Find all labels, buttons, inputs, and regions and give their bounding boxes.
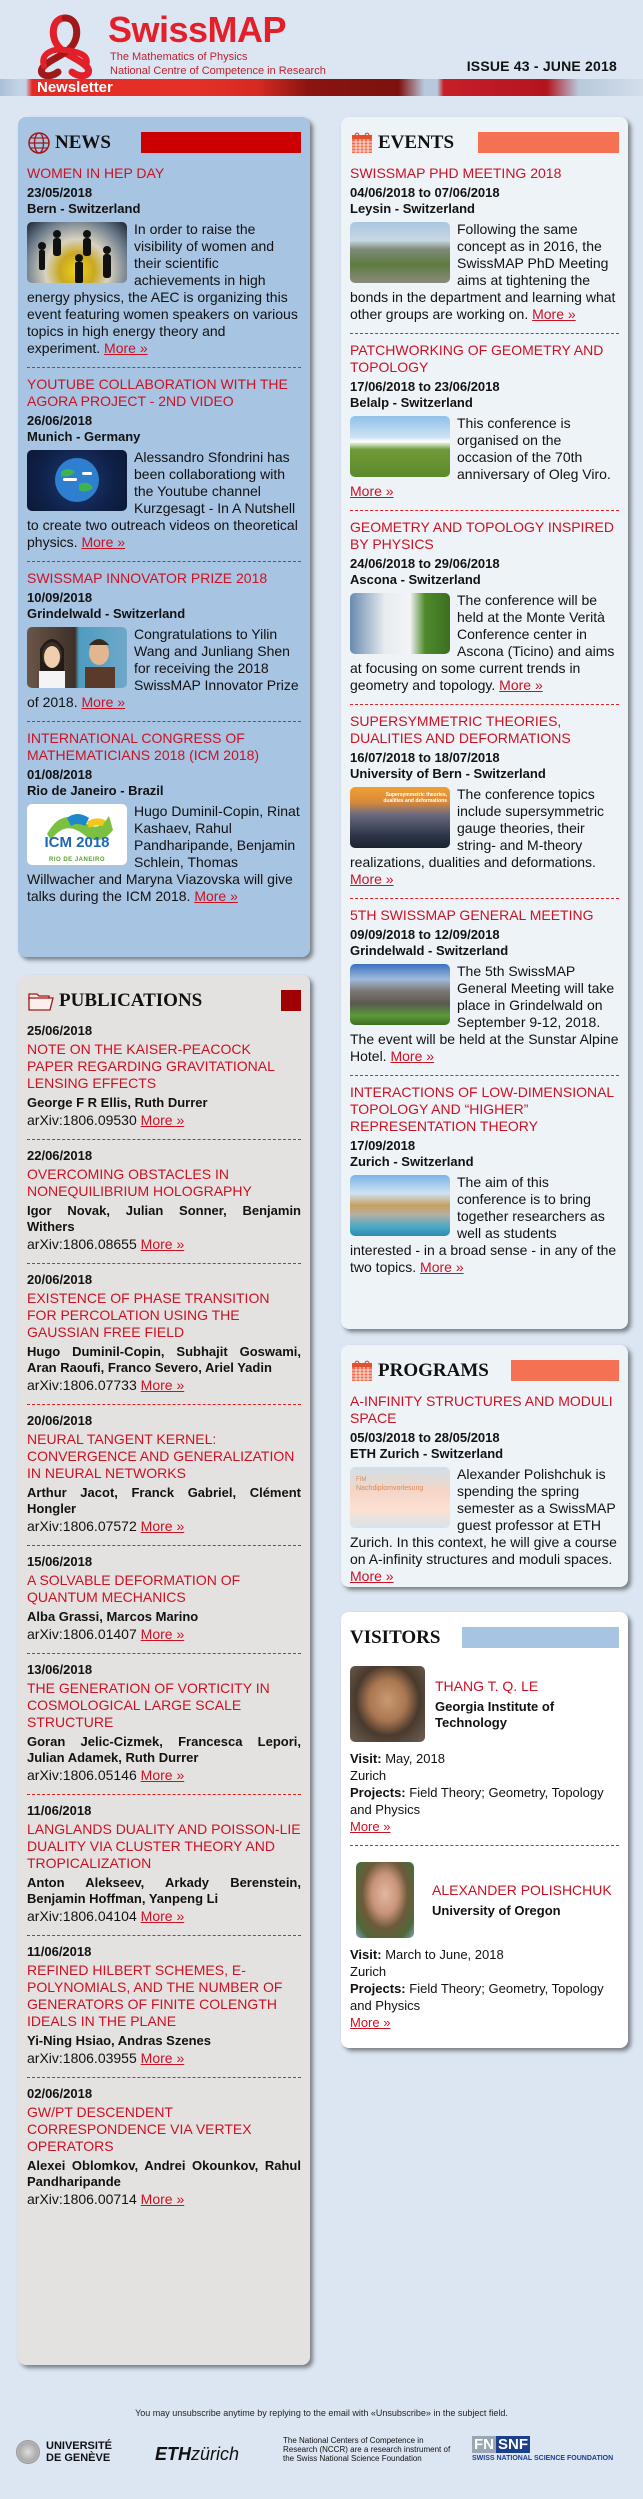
mountain-hut-image xyxy=(350,222,450,283)
header xyxy=(0,0,643,96)
more-link[interactable]: More » xyxy=(194,888,238,904)
event-date: 09/09/2018 to 12/09/2018 xyxy=(350,927,500,942)
publication-date: 25/06/2018 xyxy=(27,1023,93,1038)
event-location: Zurich - Switzerland xyxy=(350,1154,474,1169)
publication-item xyxy=(27,1662,301,1795)
visitor-projects: Field Theory; Geometry, Topology and Physics xyxy=(350,1981,604,2013)
publication-authors: Alexei Oblomkov, Andrei Okounkov, Rahul Pandharipande xyxy=(27,2158,301,2189)
visitor-name[interactable]: ALEXANDER POLISHCHUK xyxy=(432,1882,612,1898)
eth-logo-bold: ETH xyxy=(155,2444,191,2464)
unige-line-1: UNIVERSITÉ xyxy=(46,2440,113,2452)
publication-title[interactable]: OVERCOMING OBSTACLES IN NONEQUILIBRIUM HOLOGRAPHY xyxy=(27,1166,252,1199)
swissmap-logo-icon xyxy=(32,14,98,80)
thumb-caption: Supersymmetric theories, dualities and deformations xyxy=(383,792,447,804)
winners-photo-image xyxy=(27,627,127,688)
publication-authors: Goran Jelic-Cizmek, Francesca Lepori, Julian Adamek, Ruth Durrer xyxy=(27,1734,301,1765)
zurich-river-image xyxy=(350,1175,450,1236)
conference-center-image xyxy=(350,593,450,654)
bern-skyline-image xyxy=(350,787,450,848)
events-header xyxy=(350,129,619,157)
program-item xyxy=(350,1393,619,1595)
arxiv-id: arXiv:1806.07733 xyxy=(27,1377,137,1393)
event-title[interactable]: SWISSMAP PHD MEETING 2018 xyxy=(350,165,562,181)
arxiv-id: arXiv:1806.01407 xyxy=(27,1626,137,1642)
publication-date: 02/06/2018 xyxy=(27,2086,93,2101)
newsletter-label: Newsletter xyxy=(37,79,113,96)
unige-logo[interactable] xyxy=(16,2440,112,2464)
visitors-accent-bar xyxy=(462,1627,619,1648)
news-item xyxy=(27,570,301,722)
publication-authors: George F R Ellis, Ruth Durrer xyxy=(27,1095,208,1110)
more-link[interactable]: More » xyxy=(140,2191,185,2207)
portrait-le-image xyxy=(350,1666,425,1742)
icm-logo-text: ICM 2018 xyxy=(44,834,110,851)
program-item-date: 05/03/2018 to 28/05/2018 xyxy=(350,1430,500,1445)
news-item-location: Grindelwald - Switzerland xyxy=(27,606,186,621)
publication-title[interactable]: NOTE ON THE KAISER-PEACOCK PAPER REGARDING GRAVITATIONAL LENSING EFFECTS xyxy=(27,1041,275,1091)
news-item-title[interactable]: INTERNATIONAL CONGRESS OF MATHEMATICIANS 2018 (ICM 2018) xyxy=(27,730,260,763)
news-item-date: 10/09/2018 xyxy=(27,590,93,605)
calendar-icon xyxy=(350,1359,374,1383)
event-date: 16/07/2018 to 18/07/2018 xyxy=(350,750,500,765)
more-link[interactable]: More » xyxy=(390,1048,435,1064)
publications-title: PUBLICATIONS xyxy=(59,990,203,1011)
eth-logo-italic: zürich xyxy=(191,2444,240,2464)
program-item-location: ETH Zurich - Switzerland xyxy=(350,1446,504,1461)
news-item-date: 23/05/2018 xyxy=(27,185,93,200)
visitor-name[interactable]: THANG T. Q. LE xyxy=(435,1678,539,1694)
event-location: University of Bern - Switzerland xyxy=(350,766,546,781)
publication-title[interactable]: LANGLANDS DUALITY AND POISSON-LIE DUALITY VIA CLUSTER THEORY AND TROPICALIZATION xyxy=(27,1821,301,1871)
publication-authors: Hugo Duminil-Copin, Subhajit Goswami, Aran Raoufi, Franco Severo, Ariel Yadin xyxy=(27,1344,301,1375)
brand-name: SwissMAP xyxy=(108,9,287,50)
event-title[interactable]: SUPERSYMMETRIC THEORIES, DUALITIES AND DEFORMATIONS xyxy=(350,713,571,746)
event-text: Following the same concept as in 2016, the SwissMAP PhD Meeting aims at tightening the bonds in the department and learning what other groups are working on. xyxy=(350,221,616,322)
tagline xyxy=(110,50,326,78)
alpine-meadow-image xyxy=(350,416,450,477)
publication-item xyxy=(27,2086,301,2218)
issue-label: ISSUE 43 - JUNE 2018 xyxy=(466,58,617,74)
more-link[interactable]: More » xyxy=(140,1518,185,1534)
visit-city: Zurich xyxy=(350,1964,387,1979)
icm-logo-subtext: RIO DE JANEIRO xyxy=(48,857,105,863)
more-link[interactable]: More » xyxy=(140,1377,185,1393)
event-text: The aim of this conference is to bring together researchers as well as students interested - in a broad sense - in any of the two topics. xyxy=(350,1174,617,1275)
event-item xyxy=(350,907,619,1076)
publication-item xyxy=(27,1272,301,1405)
more-link[interactable]: More » xyxy=(81,694,126,710)
event-date: 24/06/2018 to 29/06/2018 xyxy=(350,556,500,571)
publication-date: 20/06/2018 xyxy=(27,1413,93,1428)
visitor-projects: Field Theory; Geometry, Topology and Physics xyxy=(350,1785,604,1817)
news-item-location: Munich - Germany xyxy=(27,429,141,444)
more-link[interactable]: More » xyxy=(140,1236,185,1252)
tagline-line-1: The Mathematics of Physics xyxy=(110,51,248,63)
event-text: The 5th SwissMAP General Meeting will take place in Grindelwald on September 9-12, 2018. The event will be held at the Sunstar Alpine Hotel. xyxy=(350,963,619,1064)
program-item-title[interactable]: A-INFINITY STRUCTURES AND MODULI SPACE xyxy=(350,1393,613,1426)
event-item xyxy=(350,1084,619,1286)
event-text: The conference topics include supersymmetric gauge theories, their string- and M-theory realizations, dualities and deformations. xyxy=(350,786,605,870)
visit-label: Visit: xyxy=(350,1947,382,1962)
visit-dates: May, 2018 xyxy=(385,1751,445,1766)
arxiv-id: arXiv:1806.08655 xyxy=(27,1236,137,1252)
visitor-item xyxy=(350,1660,619,1846)
more-link[interactable]: More » xyxy=(350,1568,394,1584)
snf-logo[interactable] xyxy=(472,2436,613,2462)
publication-item xyxy=(27,1148,301,1264)
event-item xyxy=(350,519,619,705)
event-text: This conference is organised on the occasion of the 70th anniversary of Oleg Viro. xyxy=(457,415,611,482)
news-item-text: Congratulations to Yilin Wang and Junliang Shen for receiving the 2018 SwissMAP Innovator Prize of 2018. xyxy=(27,626,299,710)
event-date: 17/06/2018 to 23/06/2018 xyxy=(350,379,500,394)
eth-logo[interactable] xyxy=(155,2444,239,2465)
publication-date: 11/06/2018 xyxy=(27,1944,92,1959)
news-title: NEWS xyxy=(55,132,111,153)
more-link[interactable]: More » xyxy=(140,1112,185,1128)
publication-authors: Yi-Ning Hsiao, Andras Szenes xyxy=(27,2033,211,2048)
publication-item xyxy=(27,1413,301,1546)
visitor-item xyxy=(350,1856,619,2041)
news-panel xyxy=(18,117,310,957)
publication-item xyxy=(27,1554,301,1654)
visitor-institution: Georgia Institute of Technology xyxy=(435,1699,555,1730)
visitors-title: VISITORS xyxy=(350,1627,441,1648)
arxiv-id: arXiv:1806.04104 xyxy=(27,1908,137,1924)
more-link[interactable]: More » xyxy=(499,677,543,693)
visitors-header xyxy=(350,1624,619,1652)
unsubscribe-note: You may unsubscribe anytime by replying to the email with «Unsubscribe» in the subject field. xyxy=(135,2408,508,2418)
more-link[interactable]: More » xyxy=(350,871,394,887)
publication-date: 22/06/2018 xyxy=(27,1148,93,1163)
more-link[interactable]: More » xyxy=(350,483,394,499)
arxiv-id: arXiv:1806.03955 xyxy=(27,2050,137,2066)
more-link[interactable]: More » xyxy=(140,1767,185,1783)
arxiv-id: arXiv:1806.07572 xyxy=(27,1518,137,1534)
news-item-date: 26/06/2018 xyxy=(27,413,93,428)
news-item xyxy=(27,376,301,562)
event-item xyxy=(350,713,619,899)
publication-date: 20/06/2018 xyxy=(27,1272,93,1287)
more-link[interactable]: More » xyxy=(140,1626,185,1642)
publications-accent-bar xyxy=(281,990,301,1011)
icm-logo-image xyxy=(27,804,127,865)
publications-header xyxy=(27,987,301,1015)
course-poster-image xyxy=(350,1467,450,1528)
nccr-note: The National Centers of Competence in Research (NCCR) are a research instrument of the Swiss National Science Foundation xyxy=(283,2436,451,2463)
more-link[interactable]: More » xyxy=(420,1259,464,1275)
programs-header xyxy=(350,1357,619,1385)
event-item xyxy=(350,342,619,511)
publication-authors: Alba Grassi, Marcos Marino xyxy=(27,1609,199,1624)
globe-icon xyxy=(27,131,51,155)
publication-title[interactable]: A SOLVABLE DEFORMATION OF QUANTUM MECHANICS xyxy=(27,1572,241,1605)
event-item xyxy=(350,165,619,334)
projects-label: Projects: xyxy=(350,1981,406,1996)
publication-title[interactable]: REFINED HILBERT SCHEMES, E-POLYNOMIALS, AND THE NUMBER OF GENERATORS OF FINITE COLENGTH IDEALS IN THE PLANE xyxy=(27,1962,283,2029)
grindelwald-image xyxy=(350,964,450,1025)
event-title[interactable]: PATCHWORKING OF GEOMETRY AND TOPOLOGY xyxy=(350,342,604,375)
event-list xyxy=(350,165,619,1286)
event-location: Belalp - Switzerland xyxy=(350,395,473,410)
publication-title[interactable]: GW/PT DESCENDENT CORRESPONDENCE VIA VERTEX OPERATORS xyxy=(27,2104,252,2154)
unige-line-2: DE GENÈVE xyxy=(46,2452,111,2464)
publications-panel xyxy=(18,975,310,2365)
more-link[interactable]: More » xyxy=(532,306,576,322)
news-header xyxy=(27,129,301,157)
news-item-text: Hugo Duminil-Copin, Rinat Kashaev, Rahul Pandharipande, Benjamin Schlein, Thomas Willwacher and Maryna Viazovska will give talks during the ICM 2018. xyxy=(27,803,300,904)
event-location: Grindelwald - Switzerland xyxy=(350,943,509,958)
events-panel xyxy=(341,117,628,1329)
arxiv-id: arXiv:1806.00714 xyxy=(27,2191,137,2207)
publication-date: 13/06/2018 xyxy=(27,1662,93,1677)
events-accent-bar xyxy=(478,132,619,153)
earth-illustration-image xyxy=(27,450,127,511)
more-link[interactable]: More » xyxy=(350,1819,391,1834)
publication-item xyxy=(27,1944,301,2078)
news-item-location: Bern - Switzerland xyxy=(27,201,141,216)
arxiv-id: arXiv:1806.09530 xyxy=(27,1112,137,1128)
publication-date: 11/06/2018 xyxy=(27,1803,92,1818)
programs-accent-bar xyxy=(511,1360,619,1381)
more-link[interactable]: More » xyxy=(140,2050,185,2066)
more-link[interactable]: More » xyxy=(81,534,126,550)
snf-mark-fn: FN xyxy=(474,2436,494,2453)
projects-label: Projects: xyxy=(350,1785,406,1800)
more-link[interactable]: More » xyxy=(140,1908,185,1924)
news-item-text: Alessandro Sfondrini has been collaborationg with the Youtube channel Kurzgesagt - In A Nutshell to create two outreach videos on theoretical physics. xyxy=(27,449,298,550)
programs-panel xyxy=(341,1345,628,1587)
event-date: 17/09/2018 xyxy=(350,1138,416,1153)
event-title[interactable]: 5TH SWISSMAP GENERAL MEETING xyxy=(350,907,594,923)
visit-dates: March to June, 2018 xyxy=(385,1947,504,1962)
event-location: Leysin - Switzerland xyxy=(350,201,475,216)
visitor-institution: University of Oregon xyxy=(432,1903,561,1918)
visit-city: Zurich xyxy=(350,1768,387,1783)
event-title[interactable]: INTERACTIONS OF LOW-DIMENSIONAL TOPOLOGY AND “HIGHER” REPRESENTATION THEORY xyxy=(350,1084,614,1134)
publication-item xyxy=(27,1803,301,1936)
publication-title[interactable]: EXISTENCE OF PHASE TRANSITION FOR PERCOLATION USING THE GAUSSIAN FREE FIELD xyxy=(27,1290,270,1340)
women-silhouettes-image xyxy=(27,222,127,283)
news-item-date: 01/08/2018 xyxy=(27,767,93,782)
more-link[interactable]: More » xyxy=(104,340,148,356)
partner-logos xyxy=(0,2436,643,2480)
publication-authors: Arthur Jacot, Franck Gabriel, Clément Hongler xyxy=(27,1485,301,1516)
news-item-title[interactable]: WOMEN IN HEP DAY xyxy=(27,165,165,181)
event-text: The conference will be held at the Monte Verità Conference center in Ascona (Ticino) and aims at focusing on some current trends in geometry and topology. xyxy=(350,592,615,693)
visitors-panel xyxy=(341,1612,628,2048)
publication-title[interactable]: NEURAL TANGENT KERNEL: CONVERGENCE AND GENERALIZATION IN NEURAL NETWORKS xyxy=(27,1431,295,1481)
arxiv-id: arXiv:1806.05146 xyxy=(27,1767,137,1783)
visit-label: Visit: xyxy=(350,1751,382,1766)
poster-text-1: FIM xyxy=(356,1477,367,1483)
news-accent-bar xyxy=(141,132,301,153)
snf-mark-snf: SNF xyxy=(498,2436,528,2453)
publication-authors: Igor Novak, Julian Sonner, Benjamin Withers xyxy=(27,1203,301,1234)
publication-list xyxy=(27,1023,301,2218)
event-location: Ascona - Switzerland xyxy=(350,572,481,587)
event-date: 04/06/2018 to 07/06/2018 xyxy=(350,185,500,200)
events-title: EVENTS xyxy=(378,132,455,153)
more-link[interactable]: More » xyxy=(350,2015,391,2030)
news-item-text: In order to raise the visibility of women and their scientific achievements in high energy physics, the AEC is organizing this event featuring women speakers on various topics in high energy theory and experiment. xyxy=(27,221,298,356)
poster-text-2: Nachdiplomvorlesung xyxy=(356,1485,424,1492)
program-item-text: Alexander Polishchuk is spending the spring semester as a SwissMAP guest professor at ETH Zurich. In this context, he will give a course on A-infinity structures and moduli spaces. xyxy=(350,1466,617,1567)
publication-date: 15/06/2018 xyxy=(27,1554,93,1569)
portrait-polishchuk-image xyxy=(356,1862,414,1938)
event-title[interactable]: GEOMETRY AND TOPOLOGY INSPIRED BY PHYSICS xyxy=(350,519,615,552)
publication-authors: Anton Alekseev, Arkady Berenstein, Benjamin Hoffman, Yanpeng Li xyxy=(27,1875,301,1906)
tagline-line-2: National Centre of Competence in Research xyxy=(110,65,326,77)
snf-name: SWISS NATIONAL SCIENCE FOUNDATION xyxy=(472,2455,614,2462)
news-item-title[interactable]: YOUTUBE COLLABORATION WITH THE AGORA PROJECT - 2ND VIDEO xyxy=(27,376,288,409)
publication-item xyxy=(27,1023,301,1140)
news-item xyxy=(27,165,301,368)
programs-title: PROGRAMS xyxy=(378,1360,489,1381)
news-item-title[interactable]: SWISSMAP INNOVATOR PRIZE 2018 xyxy=(27,570,268,586)
calendar-icon xyxy=(350,131,374,155)
news-item-location: Rio de Janeiro - Brazil xyxy=(27,783,164,798)
folder-icon xyxy=(27,989,55,1013)
unige-seal-icon xyxy=(16,2440,40,2464)
publication-title[interactable]: THE GENERATION OF VORTICITY IN COSMOLOGICAL LARGE SCALE STRUCTURE xyxy=(27,1680,270,1730)
news-item xyxy=(27,730,301,915)
